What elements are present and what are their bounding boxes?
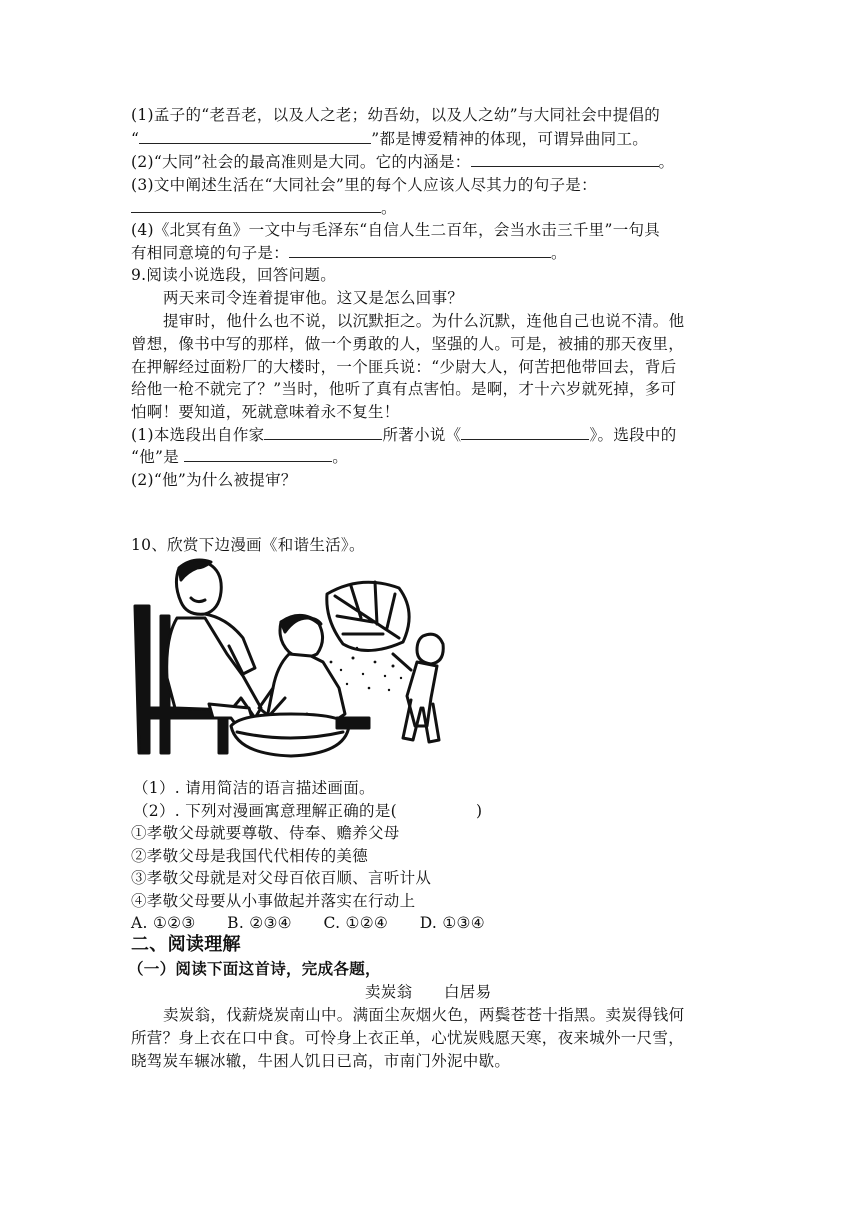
period: 。	[332, 448, 349, 466]
q9-paragraph-2-line-4: 给他一枪不就完了？”当时，他听了真有点害怕。是啊，才十六岁就死掉，多可	[131, 380, 677, 398]
option-4: ④孝敬父母要从小事做起并落实在行动上	[131, 892, 416, 910]
q8-4-line-a: (4)《北冥有鱼》一文中与毛泽东“自信人生二百年，会当水击三千里”一句具	[131, 221, 661, 239]
q9-paragraph-2-line-2: 曾想，像书中写的那样，做一个勇敢的人，坚强的人。可是，被捕的那天夜里，	[131, 335, 685, 353]
section-2-heading: 二、阅读理解	[131, 934, 241, 955]
open-quote: “	[131, 130, 140, 148]
option-3: ③孝敬父母就是对父母百依百顺、言听计从	[131, 869, 432, 887]
q9-paragraph-1: 两天来司令连着提审他。这又是怎么回事？	[163, 289, 464, 307]
q9-1-mid-text: 所著小说《	[382, 426, 462, 444]
poem-line-3: 晓驾炭车辗冰辙，牛困人饥日已高，市南门外泥中歇。	[131, 1052, 511, 1070]
poem-title: 卖炭翁 白居易	[365, 983, 492, 1001]
q8-4-line-b	[131, 242, 731, 264]
answer-blank	[131, 197, 381, 213]
option-2: ②孝敬父母是我国代代相传的美德	[131, 847, 369, 865]
q10-2-line: （2）. 下列对漫画寓意理解正确的是( )	[133, 802, 483, 820]
q9-title: 9.阅读小说选段，回答问题。	[131, 266, 336, 284]
q8-3-line: (3)文中阐述生活在“大同社会”里的每个人应该人尽其力的句子是：	[131, 176, 597, 194]
q9-1-line-a	[131, 424, 731, 446]
subsection-1-heading: （一）阅读下面这首诗，完成各题，	[128, 959, 381, 978]
q9-paragraph-2-line-1: 提审时，他什么也不说，以沉默拒之。为什么沉默，连他自己也说不清。他	[163, 312, 685, 330]
q9-1-end-text: 》。选段中的	[589, 426, 677, 444]
answer-blank	[184, 446, 332, 462]
q9-1b-text: “他”是	[131, 448, 185, 466]
answer-blank	[461, 424, 589, 440]
q8-2-line	[131, 151, 731, 173]
answer-blank	[289, 242, 551, 258]
answer-choices: A. ①②③ B. ②③④ C. ①②④ D. ①③④	[131, 914, 485, 932]
q9-1-line-b	[131, 446, 731, 468]
q8-3-answer-line	[131, 197, 731, 219]
period: 。	[551, 244, 567, 262]
q8-1-line-a: (1)孟子的“老吾老，以及人之老；幼吾幼，以及人之幼”与大同社会中提倡的	[131, 106, 661, 124]
q8-2-text: (2)“大同”社会的最高准则是大同。它的内涵是：	[131, 153, 471, 171]
q10-1-line: （1）. 请用简洁的语言描述画面。	[133, 779, 375, 797]
cartoon-harmonious-life	[131, 558, 456, 763]
answer-blank	[471, 151, 659, 167]
q8-1-rest-text: ”都是博爱精神的体现，可谓异曲同工。	[371, 130, 649, 148]
q9-2-line: (2)“他”为什么被提审？	[131, 471, 297, 489]
q10-title: 10、欣赏下边漫画《和谐生活》。	[131, 536, 365, 554]
q9-paragraph-2-line-3: 在押解经过面粉厂的大楼时，一个匪兵说：“少尉大人，何苦把他带回去，背后	[131, 358, 677, 376]
period: 。	[658, 153, 675, 171]
answer-blank	[264, 424, 382, 440]
q9-paragraph-2-line-5: 怕啊！要知道，死就意味着永不复生！	[131, 403, 400, 421]
q9-1-text: (1)本选段出自作家	[131, 426, 265, 444]
q8-4-text: 有相同意境的句子是：	[131, 244, 290, 262]
poem-line-1: 卖炭翁，伐薪烧炭南山中。满面尘灰烟火色，两鬓苍苍十指黑。卖炭得钱何	[163, 1006, 685, 1024]
q8-1-line-b	[131, 128, 731, 150]
answer-blank	[139, 128, 371, 144]
option-1: ①孝敬父母就要尊敬、侍奉、赡养父母	[131, 824, 400, 842]
period: 。	[381, 199, 397, 217]
poem-line-2: 所营？身上衣在口中食。可怜身上衣正单，心忧炭贱愿天寒，夜来城外一尺雪，	[131, 1029, 685, 1047]
